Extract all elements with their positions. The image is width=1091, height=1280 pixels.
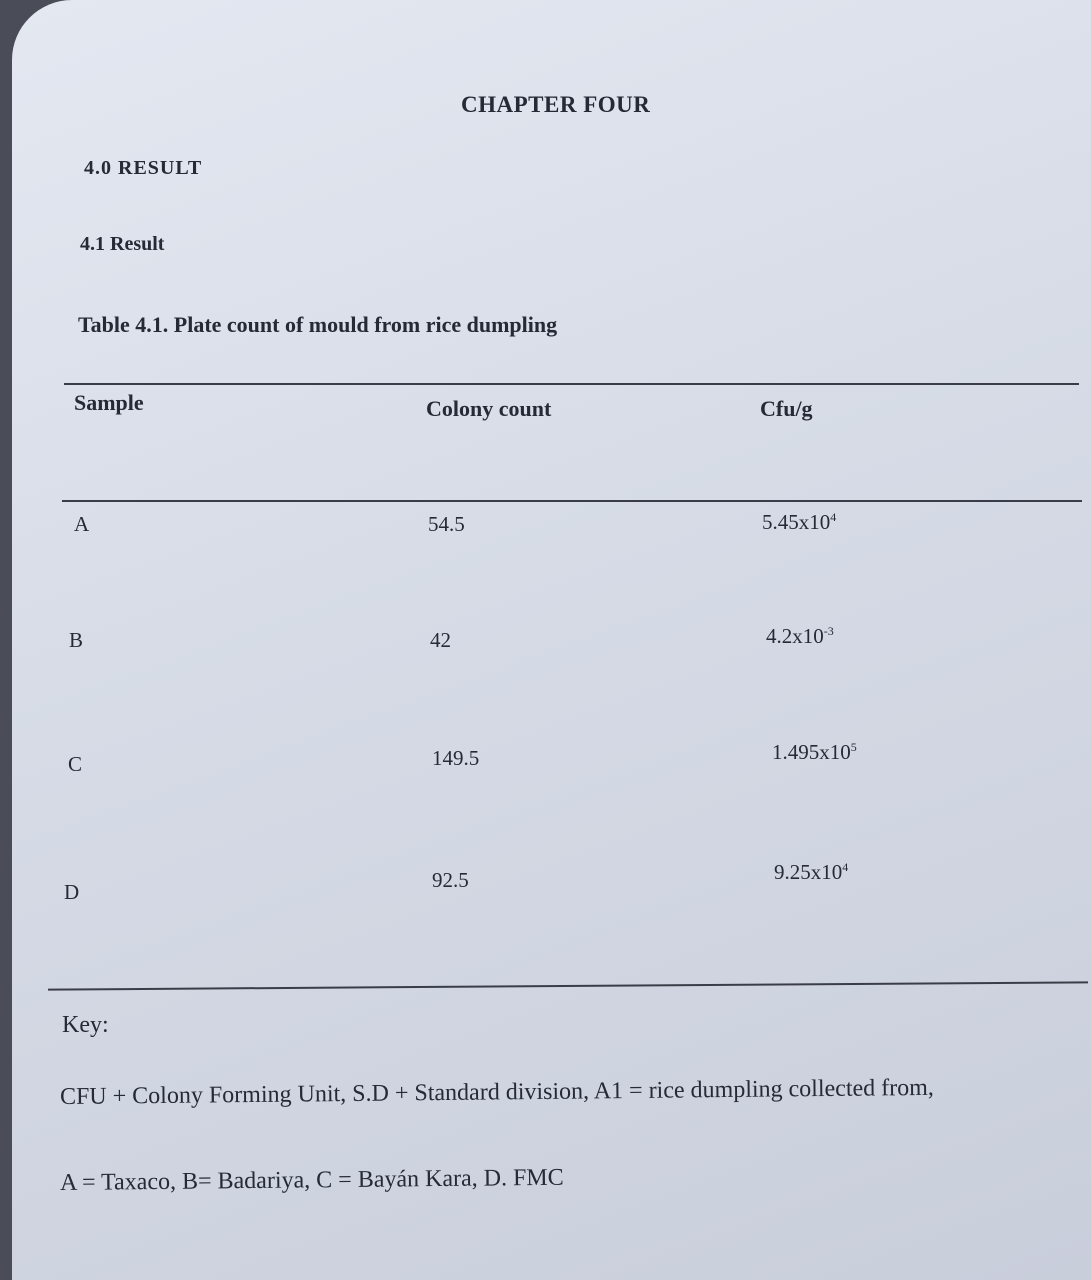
cfu-base: 5.45x10 [762, 510, 831, 534]
section-heading: 4.0 RESULT [84, 157, 203, 179]
subsection-heading: 4.1 Result [80, 233, 165, 255]
header-sample: Sample [74, 390, 144, 415]
key-label: Key: [62, 1012, 109, 1038]
chapter-title: CHAPTER FOUR [461, 92, 651, 117]
key-line-1: CFU + Colony Forming Unit, S.D + Standard division, A1 = rice dumpling collected from, [59, 1074, 934, 1110]
table-cell-cfu [772, 740, 857, 765]
table-caption: Table 4.1. Plate count of mould from rice dumpling [78, 312, 558, 337]
table-top-rule [64, 383, 1079, 385]
cfu-base: 1.495x10 [772, 740, 851, 764]
key-line-2: A = Taxaco, B= Badariya, C = Bayán Kara, D. FMC [59, 1164, 564, 1196]
document-page [12, 0, 1091, 1280]
cfu-exponent: 4 [842, 860, 849, 874]
cfu-exponent: 4 [830, 510, 837, 524]
table-cell-colony-count: 92.5 [432, 868, 469, 892]
table-cell-cfu [762, 510, 836, 535]
table-cell-sample: B [69, 628, 84, 652]
table-cell-sample: D [64, 880, 80, 904]
table-cell-sample: A [74, 512, 90, 536]
cfu-exponent: -3 [823, 624, 834, 638]
table-header-rule [62, 500, 1082, 502]
table-cell-cfu [774, 860, 848, 885]
table-cell-colony-count: 42 [430, 628, 451, 652]
header-colony-count: Colony count [426, 396, 552, 421]
table-cell-colony-count: 149.5 [432, 746, 480, 770]
cfu-exponent: 5 [850, 740, 857, 754]
header-cfu: Cfu/g [760, 396, 813, 421]
cfu-base: 4.2x10 [766, 624, 824, 648]
table-cell-sample: C [68, 752, 83, 776]
cfu-base: 9.25x10 [774, 860, 843, 884]
table-cell-cfu [766, 624, 834, 649]
table-cell-colony-count: 54.5 [428, 512, 465, 536]
table-bottom-rule [48, 981, 1088, 990]
